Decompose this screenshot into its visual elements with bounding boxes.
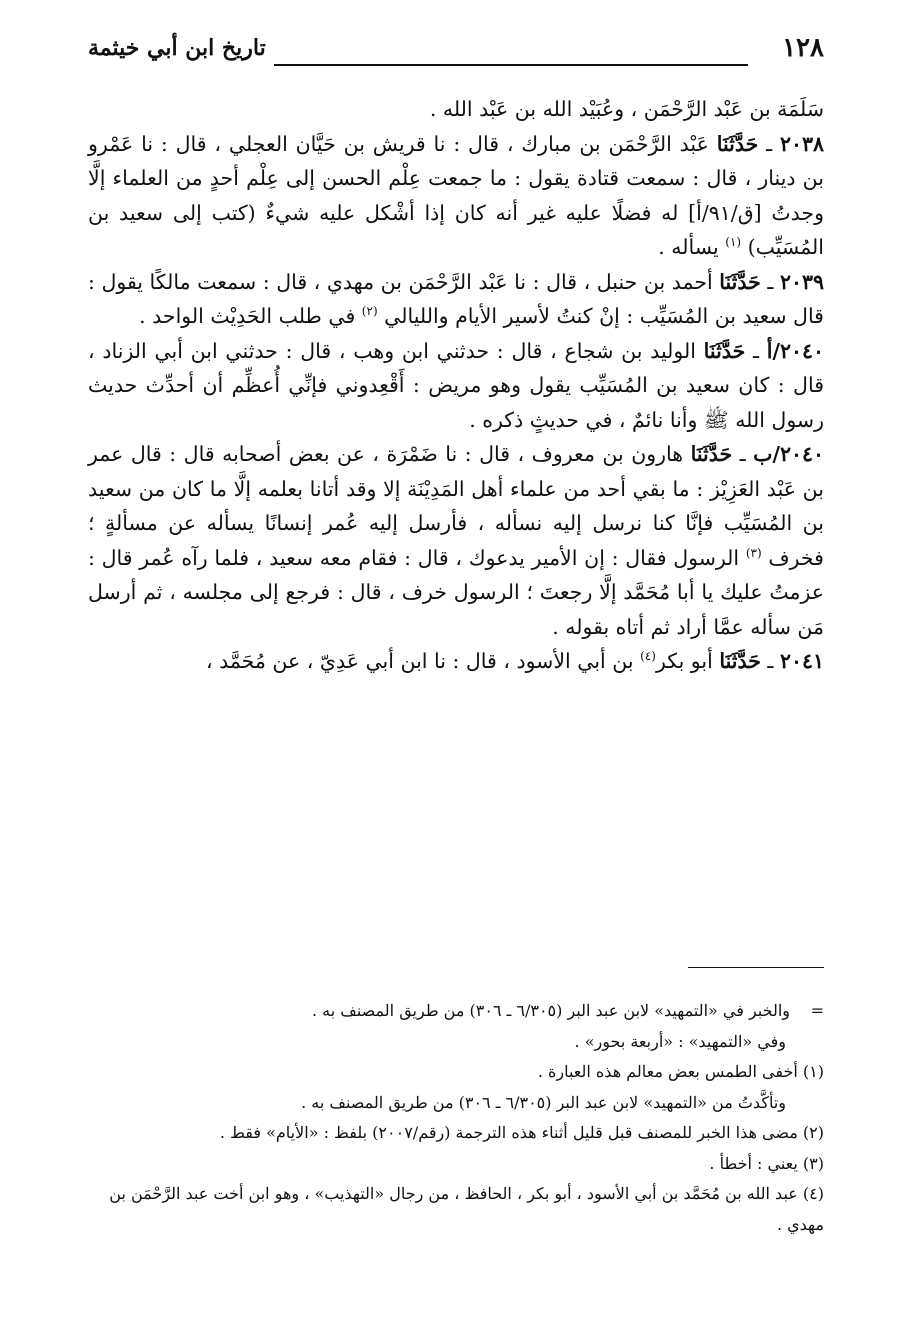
entry-text-end: بن أبي الأسود ، قال : نا ابن أبي عَدِيّ ، عن مُحَمَّد ، — [205, 649, 634, 673]
footnote-text: مضى هذا الخبر للمصنف قبل قليل أثناء هذه الترجمة (رقم/٢٠٠٧) بلفظ : «الأيام» فقط . — [219, 1123, 798, 1142]
main-text — [88, 92, 824, 679]
footnote-text: والخبر في «التمهيد» لابن عبد البر (٦/٣٠٥ ـ ٣٠٦) من طريق المصنف به . — [312, 1001, 790, 1020]
entry-2038: ٢٠٣٨ ـ حَدَّثَنَا عَبْد الرَّحْمَن بن مبارك ، قال : نا قريش بن حَيَّان العجلي ، قال : نا عَمْرو بن دينار ، قال : سمعت قتادة يقول : ما جمعت عِلْم الحسن إلى عِلْم أحدٍ من العلماء إلَّا وجدتُ [ق/٩١/أ] له فضلًا عليه غير أنه كان إذا أشْكل عليه شيءٌ (كتب إلى سعيد بن المُسَيِّب) $^{(١)}$ يسأله . — [88, 131, 824, 259]
entry-2040b: ٢٠٤٠/ب ـ حَدَّثَنَا هارون بن معروف ، قال : نا ضَمْرَة ، عن بعض أصحابه قال : قال عمر بن عَبْد العَزِيْز : ما بقي أحد من علماء أهل المَدِيْنَة إلا وقد أتانا بعلمه إلَّا ما كان من سعيد بن المُسَيِّب فإنَّا كنا نرسل إليه نسأله ، فأرسل إليه عُمر إنسانًا يسأله عن مسألةٍ ؛ فخرف $^{(٣)}$ الرسول فقال : إن الأمير يدعوك ، قال : فقام معه سعيد ، فلما رآه عُمر قال : عزمتُ عليك يا أبا مُحَمَّد إلَّا رجعتَ ؛ الرسول خرف ، قال : فرجع إلى مجلسه ، ثم أرسل مَن سأله عمَّا أراد ثم أتاه بقوله . — [88, 442, 824, 639]
footnote-1 — [88, 1057, 824, 1088]
entry-2039: ٢٠٣٩ ـ حَدَّثَنَا أحمد بن حنبل ، قال : نا عَبْد الرَّحْمَن بن مهدي ، قال : سمعت مالكًا يقول : قال سعيد بن المُسَيِّب : إنْ كنتُ لأسير الأيام والليالي $^{(٢)}$ في طلب الحَدِيْث الواحد . — [88, 269, 824, 328]
entry-number: ٢٠٤٠/أ — [766, 338, 824, 363]
narration-lead: حَدَّثَنَا — [690, 442, 733, 466]
paragraph-continuation: سَلَمَة بن عَبْد الرَّحْمَن ، وعُبَيْد الله بن عَبْد الله . — [429, 97, 824, 121]
entry-text-end: يسأله . — [658, 235, 719, 259]
narration-lead: حَدَّثَنَا — [716, 131, 759, 156]
entry-text: أبو بكر — [655, 649, 713, 673]
entry-number: ٢٠٣٨ — [779, 131, 824, 156]
footnote-ref[interactable]: (٤) — [640, 649, 656, 664]
entry-text: الوليد بن شجاع ، قال : حدثني ابن وهب ، قال : حدثني ابن أبي الزناد ، قال : كان سعيد بن المُسَيِّب يقول وهو مريض : أَقْعِدوني فإنِّي أُعظِّم أن أحدِّث حديث رسول الله ﷺ وأنا نائمٌ ، في حديثٍ ذكره . — [88, 338, 824, 432]
footnote-continuation-line: وفي «التمهيد» : «أربعة بحور» . — [574, 1031, 786, 1051]
footnote-text: عبد الله بن مُحَمَّد بن أبي الأسود ، أبو بكر ، الحافظ ، من رجال «التهذيب» ، وهو ابن أخت عبد الرَّحْمَن بن مهدي . — [109, 1184, 824, 1234]
narration-lead: حَدَّثَنَا — [719, 649, 761, 673]
footnote-continuation — [88, 996, 824, 1027]
page-header — [88, 28, 824, 68]
entry-text: عَبْد الرَّحْمَن بن مبارك ، قال : نا قريش بن حَيَّان العجلي ، قال : نا عَمْرو بن دينار ، قال : سمعت قتادة يقول : ما جمعت عِلْم الحسن إلى عِلْم أحدٍ من العلماء إلَّا وجدتُ [ق/٩١/أ] له فضلًا عليه غير أنه كان إذا أشْكل عليه شيءٌ (كتب إلى سعيد بن المُسَيِّب) — [88, 131, 824, 259]
entry-2041: ٢٠٤١ ـ حَدَّثَنَا أبو بكر$^{(٤)}$ بن أبي الأسود ، قال : نا ابن أبي عَدِيّ ، عن مُحَمَّد ، — [205, 649, 824, 673]
footnote-ref[interactable]: (٣) — [745, 545, 762, 560]
entry-number: ٢٠٤٠/ب — [753, 442, 824, 466]
footnote-ref[interactable]: (٢) — [361, 304, 378, 319]
entry-text: هارون بن معروف ، قال : نا ضَمْرَة ، عن بعض أصحابه قال : قال عمر بن عَبْد العَزِيْز : ما بقي أحد من علماء أهل المَدِيْنَة إلا وقد أتانا بعلمه إلَّا ما كان من سعيد بن المُسَيِّب فإنَّا كنا نرسل إليه نسأله ، فأرسل إليه عُمر إنسانًا يسأله عن مسألةٍ ؛ فخرف — [88, 442, 824, 570]
footnote-separator — [688, 967, 824, 968]
footnote-text: يعني : أخطأ . — [709, 1153, 798, 1173]
footnote-number: (٢) — [802, 1123, 824, 1142]
entry-text: أحمد بن حنبل ، قال : نا عَبْد الرَّحْمَن بن مهدي ، قال : سمعت مالكًا يقول : قال سعيد بن المُسَيِّب : إنْ كنتُ لأسير الأيام والليالي — [88, 269, 824, 328]
footnote-number: (٣) — [802, 1153, 824, 1173]
footnote-ref[interactable]: (١) — [725, 235, 742, 250]
footnote-number: (٤) — [802, 1184, 824, 1203]
entry-2040a: ٢٠٤٠/أ ـ حَدَّثَنَا الوليد بن شجاع ، قال : حدثني ابن وهب ، قال : حدثني ابن أبي الزناد ، قال : كان سعيد بن المُسَيِّب يقول وهو مريض : أَقْعِدوني فإنِّي أُعظِّم أن أحدِّث حديث رسول الله ﷺ وأنا نائمٌ ، في حديثٍ ذكره . — [88, 338, 824, 432]
footnote-3 — [88, 1149, 824, 1180]
footnote-text: أخفى الطمس بعض معالم هذه العبارة . — [537, 1062, 798, 1081]
page-number: ١٢٨ — [782, 33, 824, 63]
footnote-2 — [88, 1118, 824, 1149]
continuation-mark: = — [810, 1001, 824, 1020]
entry-text-end: في طلب الحَدِيْث الواحد . — [139, 304, 356, 328]
entry-text-end: الرسول فقال : إن الأمير يدعوك ، قال : فقام معه سعيد ، فلما رآه عُمر قال : عزمتُ عليك يا أبا مُحَمَّد إلَّا رجعتَ ؛ الرسول خرف ، قال : فرجع إلى مجلسه ، ثم أرسل مَن سأله عمَّا أراد ثم أتاه بقوله . — [88, 545, 824, 639]
book-title: تاريخ ابن أبي خيثمة — [88, 35, 266, 61]
footnote-4 — [88, 1179, 824, 1240]
entry-number: ٢٠٤١ — [779, 649, 824, 673]
narration-lead: حَدَّثَنَا — [719, 269, 761, 294]
footnote-1-line-2: وتأكَّدتُ من «التمهيد» لابن عبد البر (٦/٣٠٥ ـ ٣٠٦) من طريق المصنف به . — [301, 1092, 786, 1112]
header-rule — [274, 64, 748, 66]
footnote-number: (١) — [802, 1062, 824, 1081]
narration-lead: حَدَّثَنَا — [703, 338, 746, 363]
entry-number: ٢٠٣٩ — [779, 269, 824, 294]
footnotes — [88, 996, 824, 1240]
